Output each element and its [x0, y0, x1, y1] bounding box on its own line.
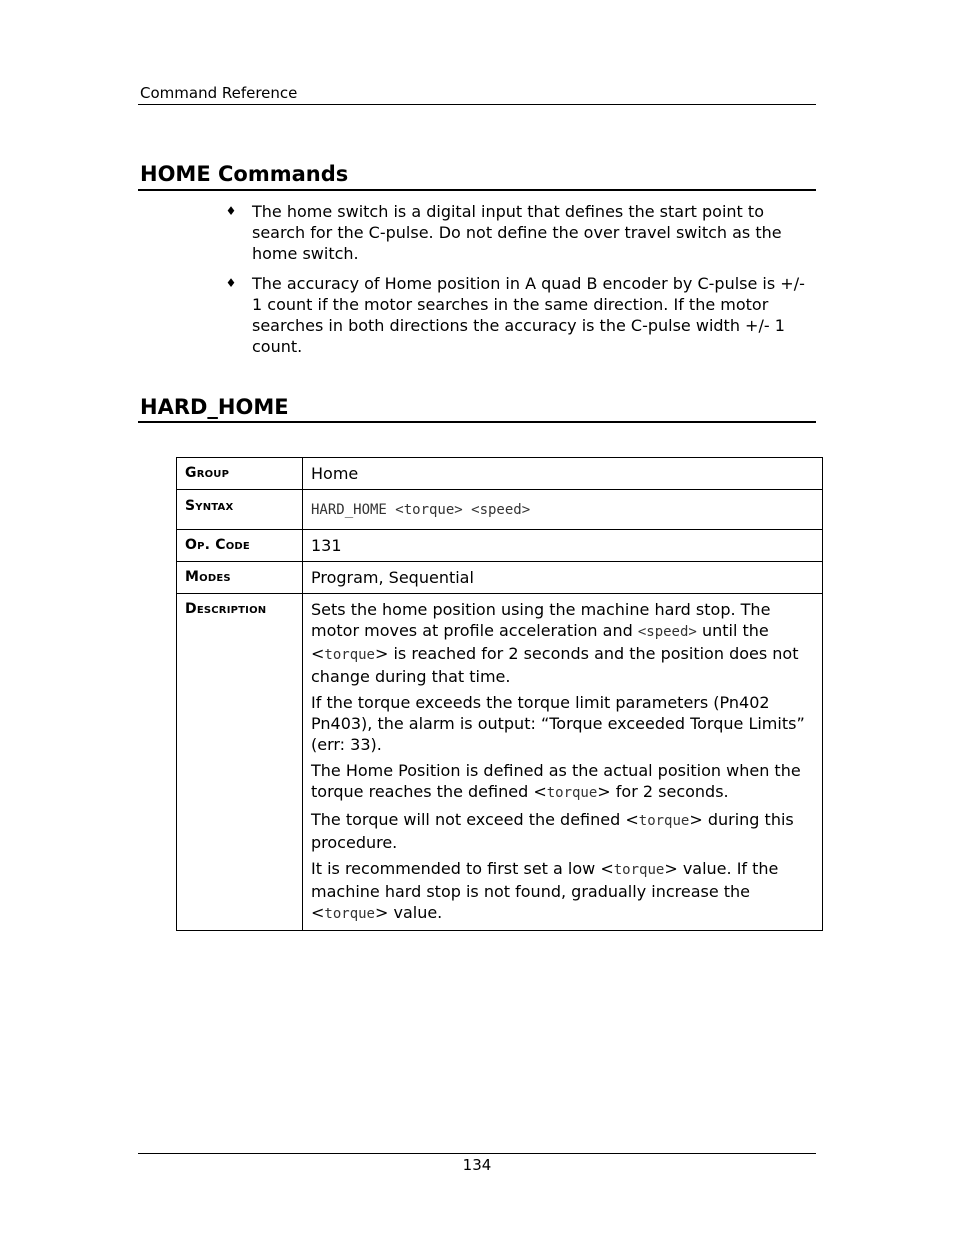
- list-item: [224, 273, 816, 357]
- row-value-syntax: [303, 490, 823, 530]
- description-text: It is recommended to first set a low <: [311, 859, 614, 878]
- description-paragraph: [311, 809, 814, 853]
- inline-code: torque: [638, 813, 690, 829]
- table-row-description: [177, 594, 823, 931]
- description-text: > value.: [374, 903, 443, 922]
- page-number: 134: [462, 1156, 492, 1174]
- section-divider-home-commands: [138, 189, 816, 191]
- description-text: The Home Position is defined as the actual position when the torque reaches the defined <: [311, 761, 801, 801]
- command-table: [176, 457, 823, 931]
- description-paragraph: [311, 599, 814, 687]
- description-text: > is reached for 2 seconds and the position does not change during that time.: [311, 644, 799, 686]
- syntax-code: HARD_HOME <torque> <speed>: [311, 502, 531, 518]
- row-label-group: Group: [177, 458, 303, 490]
- footer-divider: [138, 1153, 816, 1154]
- row-value-opcode: 131: [303, 530, 823, 562]
- running-header: Command Reference: [140, 84, 298, 102]
- inline-code: torque: [546, 785, 598, 801]
- section-divider-hard-home: [138, 421, 816, 423]
- inline-code: <speed>: [637, 624, 697, 640]
- row-label-modes: Modes: [177, 562, 303, 594]
- row-value-modes: Program, Sequential: [303, 562, 823, 594]
- description-text: > for 2 seconds.: [597, 782, 729, 801]
- home-notes-list: [224, 201, 816, 366]
- description-text: > value. If the machine hard stop is not found, gradually increase the <: [311, 859, 779, 922]
- row-label-opcode: Op. Code: [177, 530, 303, 562]
- table-row-group: [177, 458, 823, 490]
- inline-code: torque: [613, 862, 665, 878]
- list-item-text: The accuracy of Home position in A quad B encoder by C-pulse is +/- 1 count if the motor searches in the same direction. If the motor searches in both directions the accuracy is the C-pulse width +/- 1 count.: [252, 274, 805, 356]
- description-paragraph: [311, 760, 814, 804]
- description-paragraph: [311, 858, 814, 925]
- header-divider: [138, 104, 816, 105]
- row-value-description: [303, 594, 823, 931]
- diamond-bullet-icon: ♦: [225, 276, 237, 290]
- inline-code: torque: [324, 647, 375, 663]
- inline-code: torque: [324, 906, 375, 922]
- section-title-home-commands: HOME Commands: [140, 162, 349, 186]
- description-paragraph: If the torque exceeds the torque limit parameters (Pn402 Pn403), the alarm is output: “Torque exceeded Torque Limits” (err: 33).: [311, 693, 805, 754]
- description-text: The torque will not exceed the defined <: [311, 810, 639, 829]
- section-title-hard-home: HARD_HOME: [140, 395, 289, 419]
- table-row-syntax: [177, 490, 823, 530]
- row-label-description: Description: [177, 594, 303, 931]
- table-row-modes: [177, 562, 823, 594]
- description-text: Sets the home position using the machine hard stop. The motor moves at profile acceleration and: [311, 600, 771, 640]
- row-value-group: Home: [303, 458, 823, 490]
- table-row-opcode: [177, 530, 823, 562]
- list-item: [224, 201, 816, 264]
- description-text: until the <: [311, 621, 769, 663]
- row-label-syntax: Syntax: [177, 490, 303, 530]
- list-item-text: The home switch is a digital input that defines the start point to search for the C-pulse. Do not define the over travel switch as the home switch.: [252, 202, 782, 263]
- diamond-bullet-icon: ♦: [225, 204, 237, 218]
- description-text: > during this procedure.: [311, 810, 794, 852]
